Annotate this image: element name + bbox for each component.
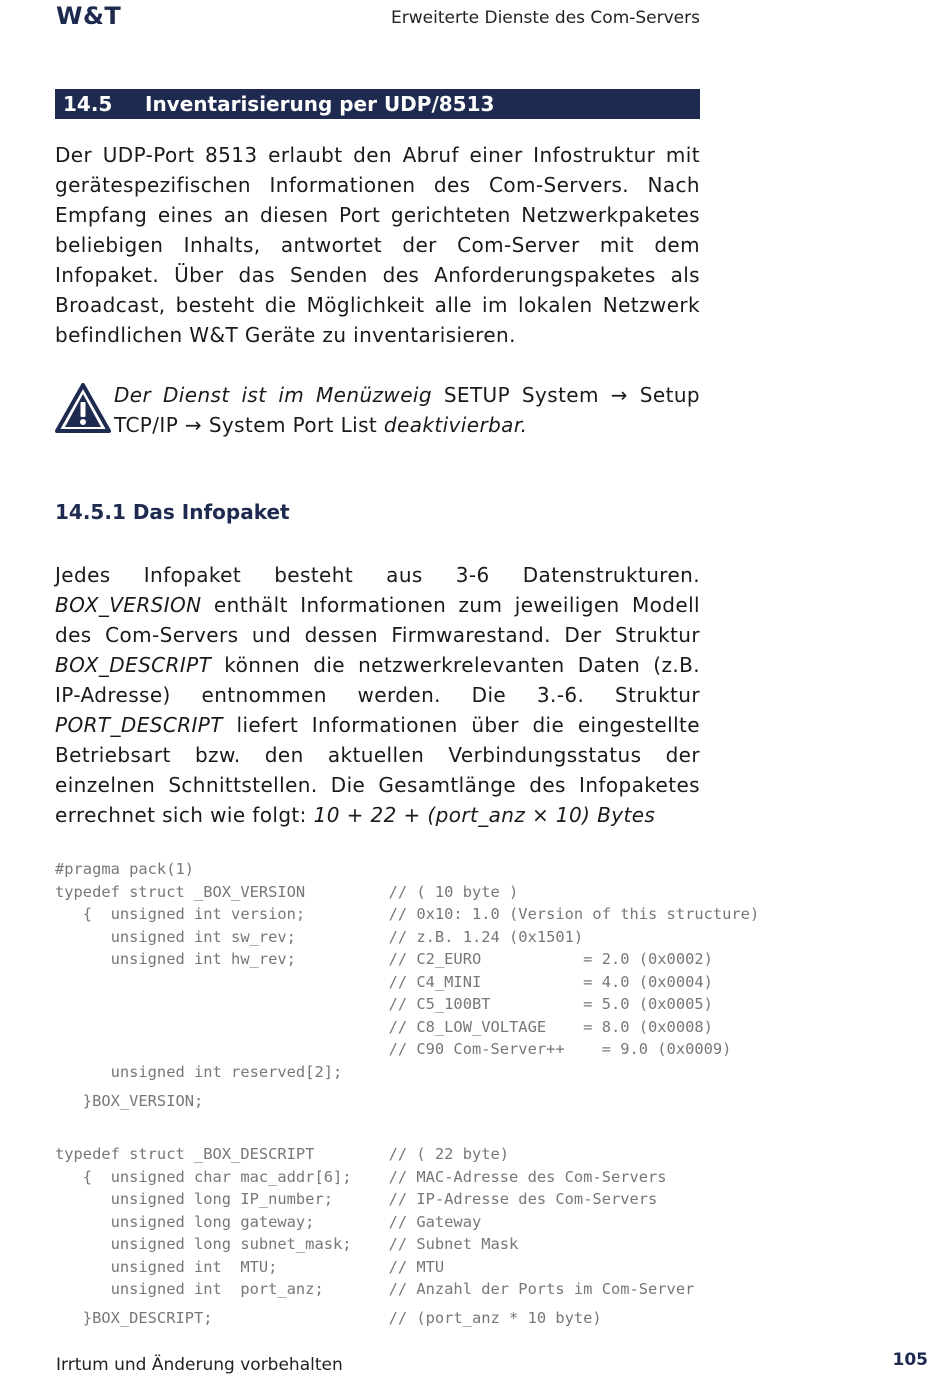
length-formula: 10 + 22 + (port_anz × 10) Bytes — [313, 803, 656, 827]
warning-triangle-icon — [55, 382, 111, 434]
infopaket-paragraph — [55, 560, 700, 830]
running-header: Erweiterte Dienste des Com-Servers — [391, 8, 700, 28]
intro-paragraph: Der UDP-Port 8513 erlaubt den Abruf einer Infostruktur mit gerätespezifischen Informationen des Com-Servers. Nach Empfang eines an diesen Port gerichteten Netzwerkpaketes beliebigen Inhalts, antwortet der Com-Server mit dem Infopaket. Über das Senden des Anforderungspaketes als Broadcast, besteht die Möglichkeit alle im lokalen Netzwerk befindlichen W&T Geräte zu inventarisieren. — [55, 143, 700, 347]
brand-logo: W&T — [56, 2, 122, 30]
code-box-descript-end: }BOX_DESCRIPT; // (port_anz * 10 byte) — [55, 1309, 602, 1327]
subsection-title: 14.5.1 Das Infopaket — [55, 500, 290, 524]
page-number: 105 — [892, 1350, 928, 1370]
infopaket-text-2: enthält Informationen zum jeweiligen Modell des Com-Servers und dessen Firmwarestand. Der Struktur — [55, 593, 700, 647]
code-box-descript: typedef struct _BOX_DESCRIPT // ( 22 byte) { unsigned char mac_addr[6]; // MAC-Adresse des Com-Servers unsigned long IP_number; // IP-Adresse des Com-Servers unsigned long gateway; // Gateway unsigned long subnet_mask; // Subnet Mask unsigned int MTU; // MTU unsigned int port_anz; // Anzahl der Ports im Com-Server — [55, 1145, 695, 1298]
struct-name-box-version: BOX_VERSION — [55, 593, 202, 617]
section-heading — [55, 89, 700, 119]
infopaket-text-1: Jedes Infopaket besteht aus 3-6 Datenstrukturen. — [55, 563, 700, 587]
infopaket-text-3: können die netzwerkrelevanten Daten (z.B. IP-Adresse) entnommen werden. Die 3.-6. Struktur — [55, 653, 700, 707]
infopaket-text-4: liefert Informationen über die eingestellte Betriebsart bzw. den aktuellen Verbindungsstatus der einzelnen Schnittstellen. Die Gesamtlänge des Infopaketes errechnet sich wie folgt: — [55, 713, 700, 827]
warning-text-lead: Der Dienst ist im Menüzweig — [114, 383, 432, 407]
footer-disclaimer: Irrtum und Änderung vorbehalten — [56, 1355, 343, 1375]
code-box-version-end: }BOX_VERSION; — [55, 1092, 204, 1110]
warning-note — [114, 380, 700, 440]
struct-name-port-descript: PORT_DESCRIPT — [55, 713, 223, 737]
code-box-version: #pragma pack(1) typedef struct _BOX_VERSION // ( 10 byte ) { unsigned int version; // 0x10: 1.0 (Version of this structure) unsigned int sw_rev; // z.B. 1.24 (0x1501) unsigned int hw_rev; // C2_EURO = 2.0 (0x0002) // C4_MINI = 4.0 (0x0004) // C5_100BT = 5.0 (0x0005) // C8_LOW_VOLTAGE = 8.0 (0x0008) // C90 Com-Server++ = 9.0 (0x0009) unsigned int reserved[2]; — [55, 860, 760, 1081]
warning-text-tail: deaktivierbar. — [383, 413, 528, 437]
section-number: 14.5 — [63, 92, 113, 116]
warning-menu-path: SETUP System → Setup TCP/IP → System Port List — [114, 383, 700, 437]
section-title: Inventarisierung per UDP/8513 — [145, 92, 495, 116]
struct-name-box-descript: BOX_DESCRIPT — [55, 653, 212, 677]
